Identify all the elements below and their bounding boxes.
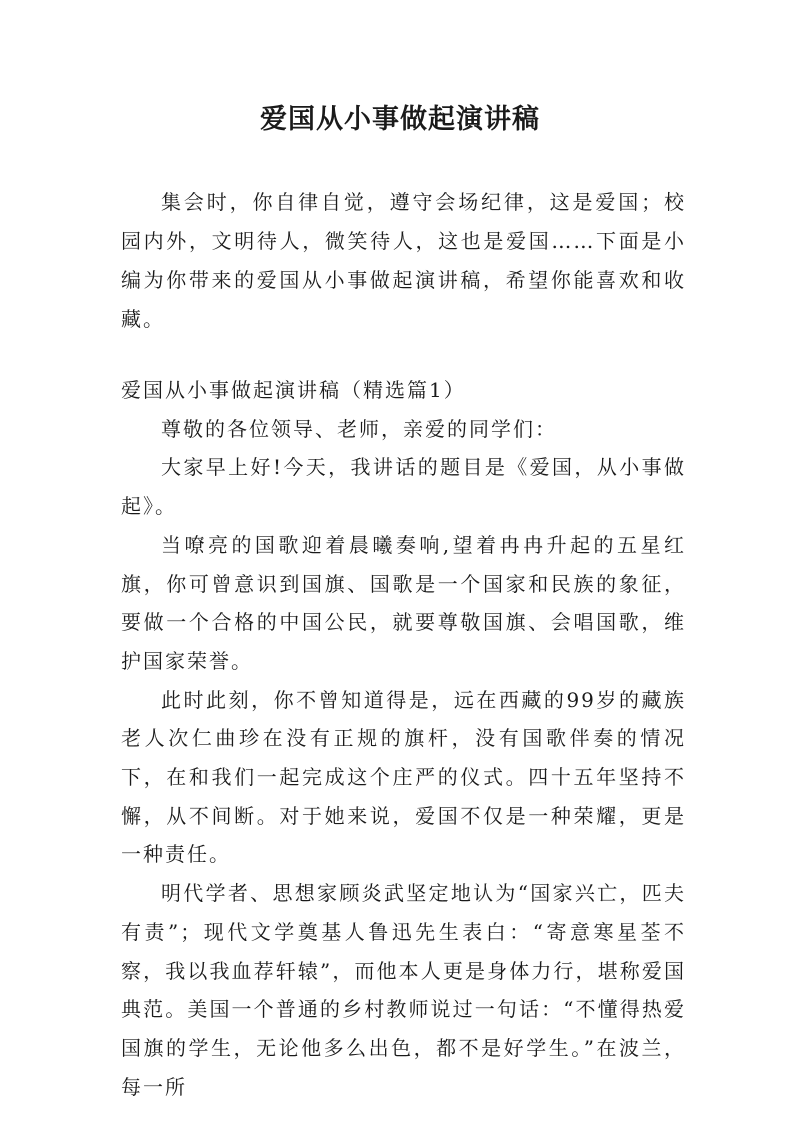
main-body [121,371,686,1106]
greeting-paragraph: 尊敬的各位领导、老师，亲爱的同学们： [161,416,557,441]
intro-paragraph: 集会时，你自律自觉，遵守会场纪律，这是爱国；校园内外，文明待人，微笑待人，这也是爱国……下面是小编为你带来的爱国从小事做起演讲稿，希望你能喜欢和收藏。 [121,190,686,331]
body-paragraph: 当嘹亮的国歌迎着晨曦奏响,望着冉冉升起的五星红旗，你可曾意识到国旗、国歌是一个国家和民族的象征，要做一个合格的中国公民，就要尊敬国旗、会唱国歌，维护国家荣誉。 [121,532,686,673]
body-paragraph: 此时此刻，你不曾知道得是，远在西藏的99岁的藏族老人次仁曲珍在没有正规的旗杆，没有国歌伴奏的情况下，在和我们一起完成这个庄严的仪式。四十五年坚持不懈，从不间断。对于她来说，爱国不仅是一种荣耀，更是一种责任。 [121,687,686,867]
intro-block [121,183,686,339]
opening-paragraph: 大家早上好!今天，我讲话的题目是《爱国，从小事做起》。 [121,455,686,519]
body-paragraph: 明代学者、思想家顾炎武坚定地认为“国家兴亡，匹夫有责”；现代文学奠基人鲁迅先生表白：“寄意寒星荃不察，我以我血荐轩辕”，而他本人更是身体力行，堪称爱国典范。美国一个普通的乡村教师说过一句话：“不懂得热爱国旗的学生，无论他多么出色，都不是好学生。”在波兰，每一所 [121,881,686,1099]
section-heading: 爱国从小事做起演讲稿（精选篇1） [121,378,466,402]
document-title: 爱国从小事做起演讲稿 [260,104,540,135]
